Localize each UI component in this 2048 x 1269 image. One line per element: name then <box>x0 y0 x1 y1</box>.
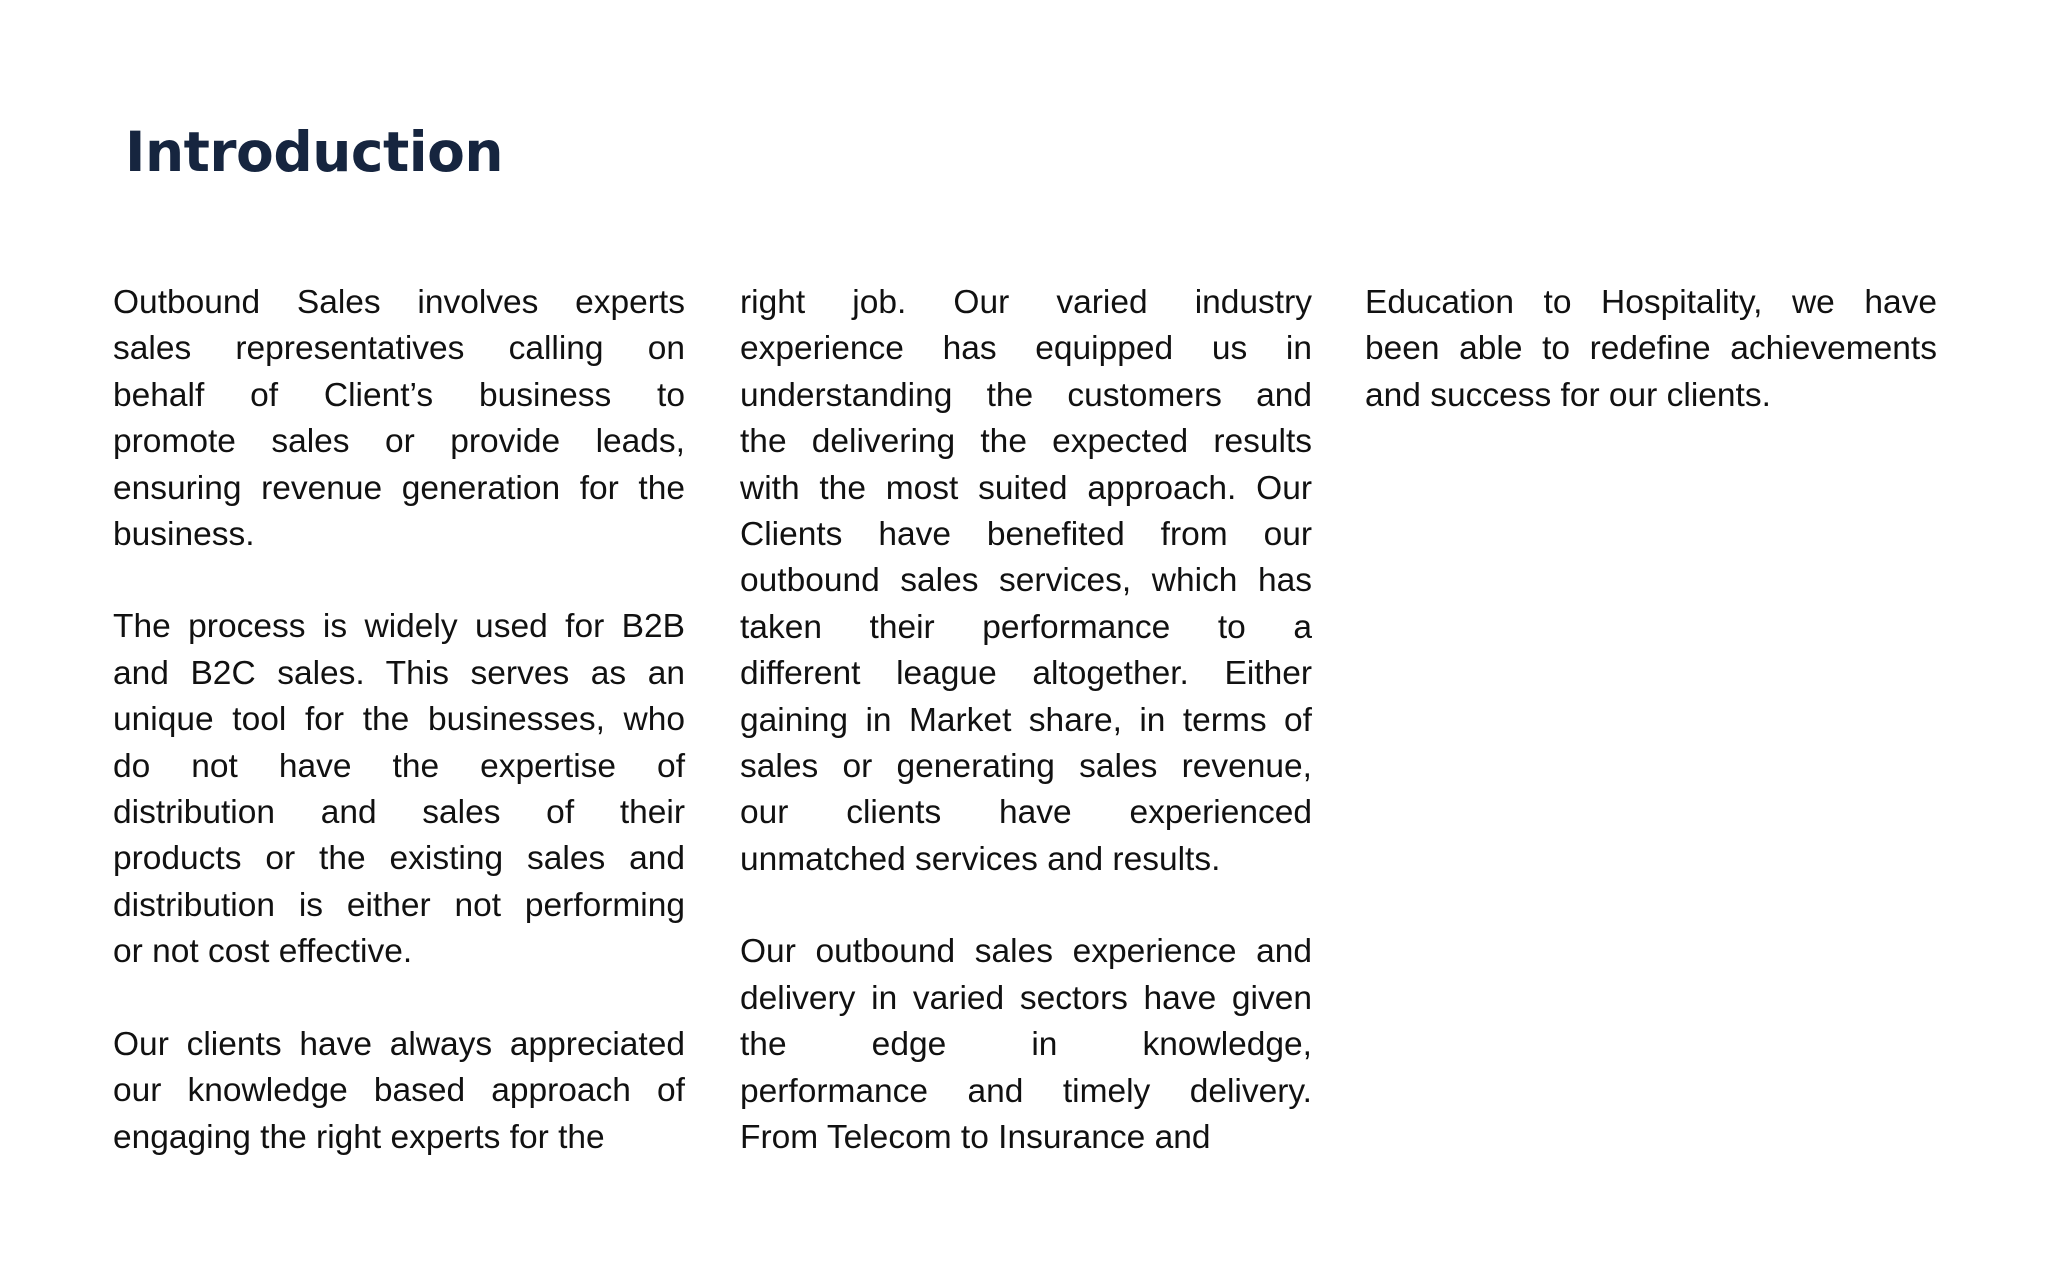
text-line: gaining in Market share, in terms of <box>740 701 1312 739</box>
text-line: been able to redefine achievements <box>1365 330 1937 368</box>
text-line: Clients have benefited from our <box>740 516 1312 554</box>
text-line: delivery in varied sectors have given <box>740 979 1312 1017</box>
text-line: do not have the expertise of <box>113 747 685 785</box>
text-line: and B2C sales. This serves as an <box>113 654 685 692</box>
text-line: unmatched services and results. <box>740 840 1221 878</box>
text-column-3 <box>1365 280 1937 465</box>
paragraph <box>113 604 685 975</box>
text-line: promote sales or provide leads, <box>113 423 685 461</box>
text-line: our knowledge based approach of <box>113 1072 685 1110</box>
paragraph <box>113 280 685 558</box>
text-line: From Telecom to Insurance and <box>740 1118 1211 1156</box>
paragraph <box>740 280 1312 883</box>
text-line: distribution is either not performing <box>113 886 685 924</box>
text-line: and success for our clients. <box>1365 376 1771 414</box>
text-line: experience has equipped us in <box>740 330 1312 368</box>
text-line: sales or generating sales revenue, <box>740 748 1312 786</box>
text-line: right job. Our varied industry <box>740 284 1312 321</box>
text-line: the delivering the expected results <box>740 423 1312 461</box>
text-line: Outbound Sales involves experts <box>113 284 685 321</box>
text-line: our clients have experienced <box>740 794 1312 832</box>
text-line: taken their performance to a <box>740 608 1312 646</box>
text-line: unique tool for the businesses, who <box>113 701 685 739</box>
paragraph <box>113 1022 685 1161</box>
text-line: sales representatives calling on <box>113 330 685 368</box>
text-line: understanding the customers and <box>740 376 1312 414</box>
text-line: different league altogether. Either <box>740 655 1312 693</box>
text-column-1 <box>113 280 685 1207</box>
text-line: performance and timely delivery. <box>740 1072 1312 1110</box>
text-line: Our clients have always appreciated <box>113 1025 685 1063</box>
text-line: the edge in knowledge, <box>740 1026 1312 1064</box>
text-line: engaging the right experts for the <box>113 1118 605 1156</box>
text-line: or not cost effective. <box>113 933 413 971</box>
text-line: The process is widely used for B2B <box>113 608 685 646</box>
text-line: behalf of Client’s business to <box>113 376 685 414</box>
page-title: Introduction <box>125 120 504 184</box>
text-line: with the most suited approach. Our <box>740 469 1312 507</box>
text-line: outbound sales services, which has <box>740 562 1312 600</box>
text-line: Our outbound sales experience and <box>740 933 1312 971</box>
text-column-2 <box>740 280 1312 1207</box>
text-line: Education to Hospitality, we have <box>1365 284 1937 321</box>
text-line: ensuring revenue generation for the <box>113 469 685 507</box>
paragraph <box>740 929 1312 1161</box>
text-line: products or the existing sales and <box>113 840 685 878</box>
text-line: distribution and sales of their <box>113 794 685 832</box>
text-line: business. <box>113 516 255 554</box>
paragraph <box>1365 280 1937 419</box>
